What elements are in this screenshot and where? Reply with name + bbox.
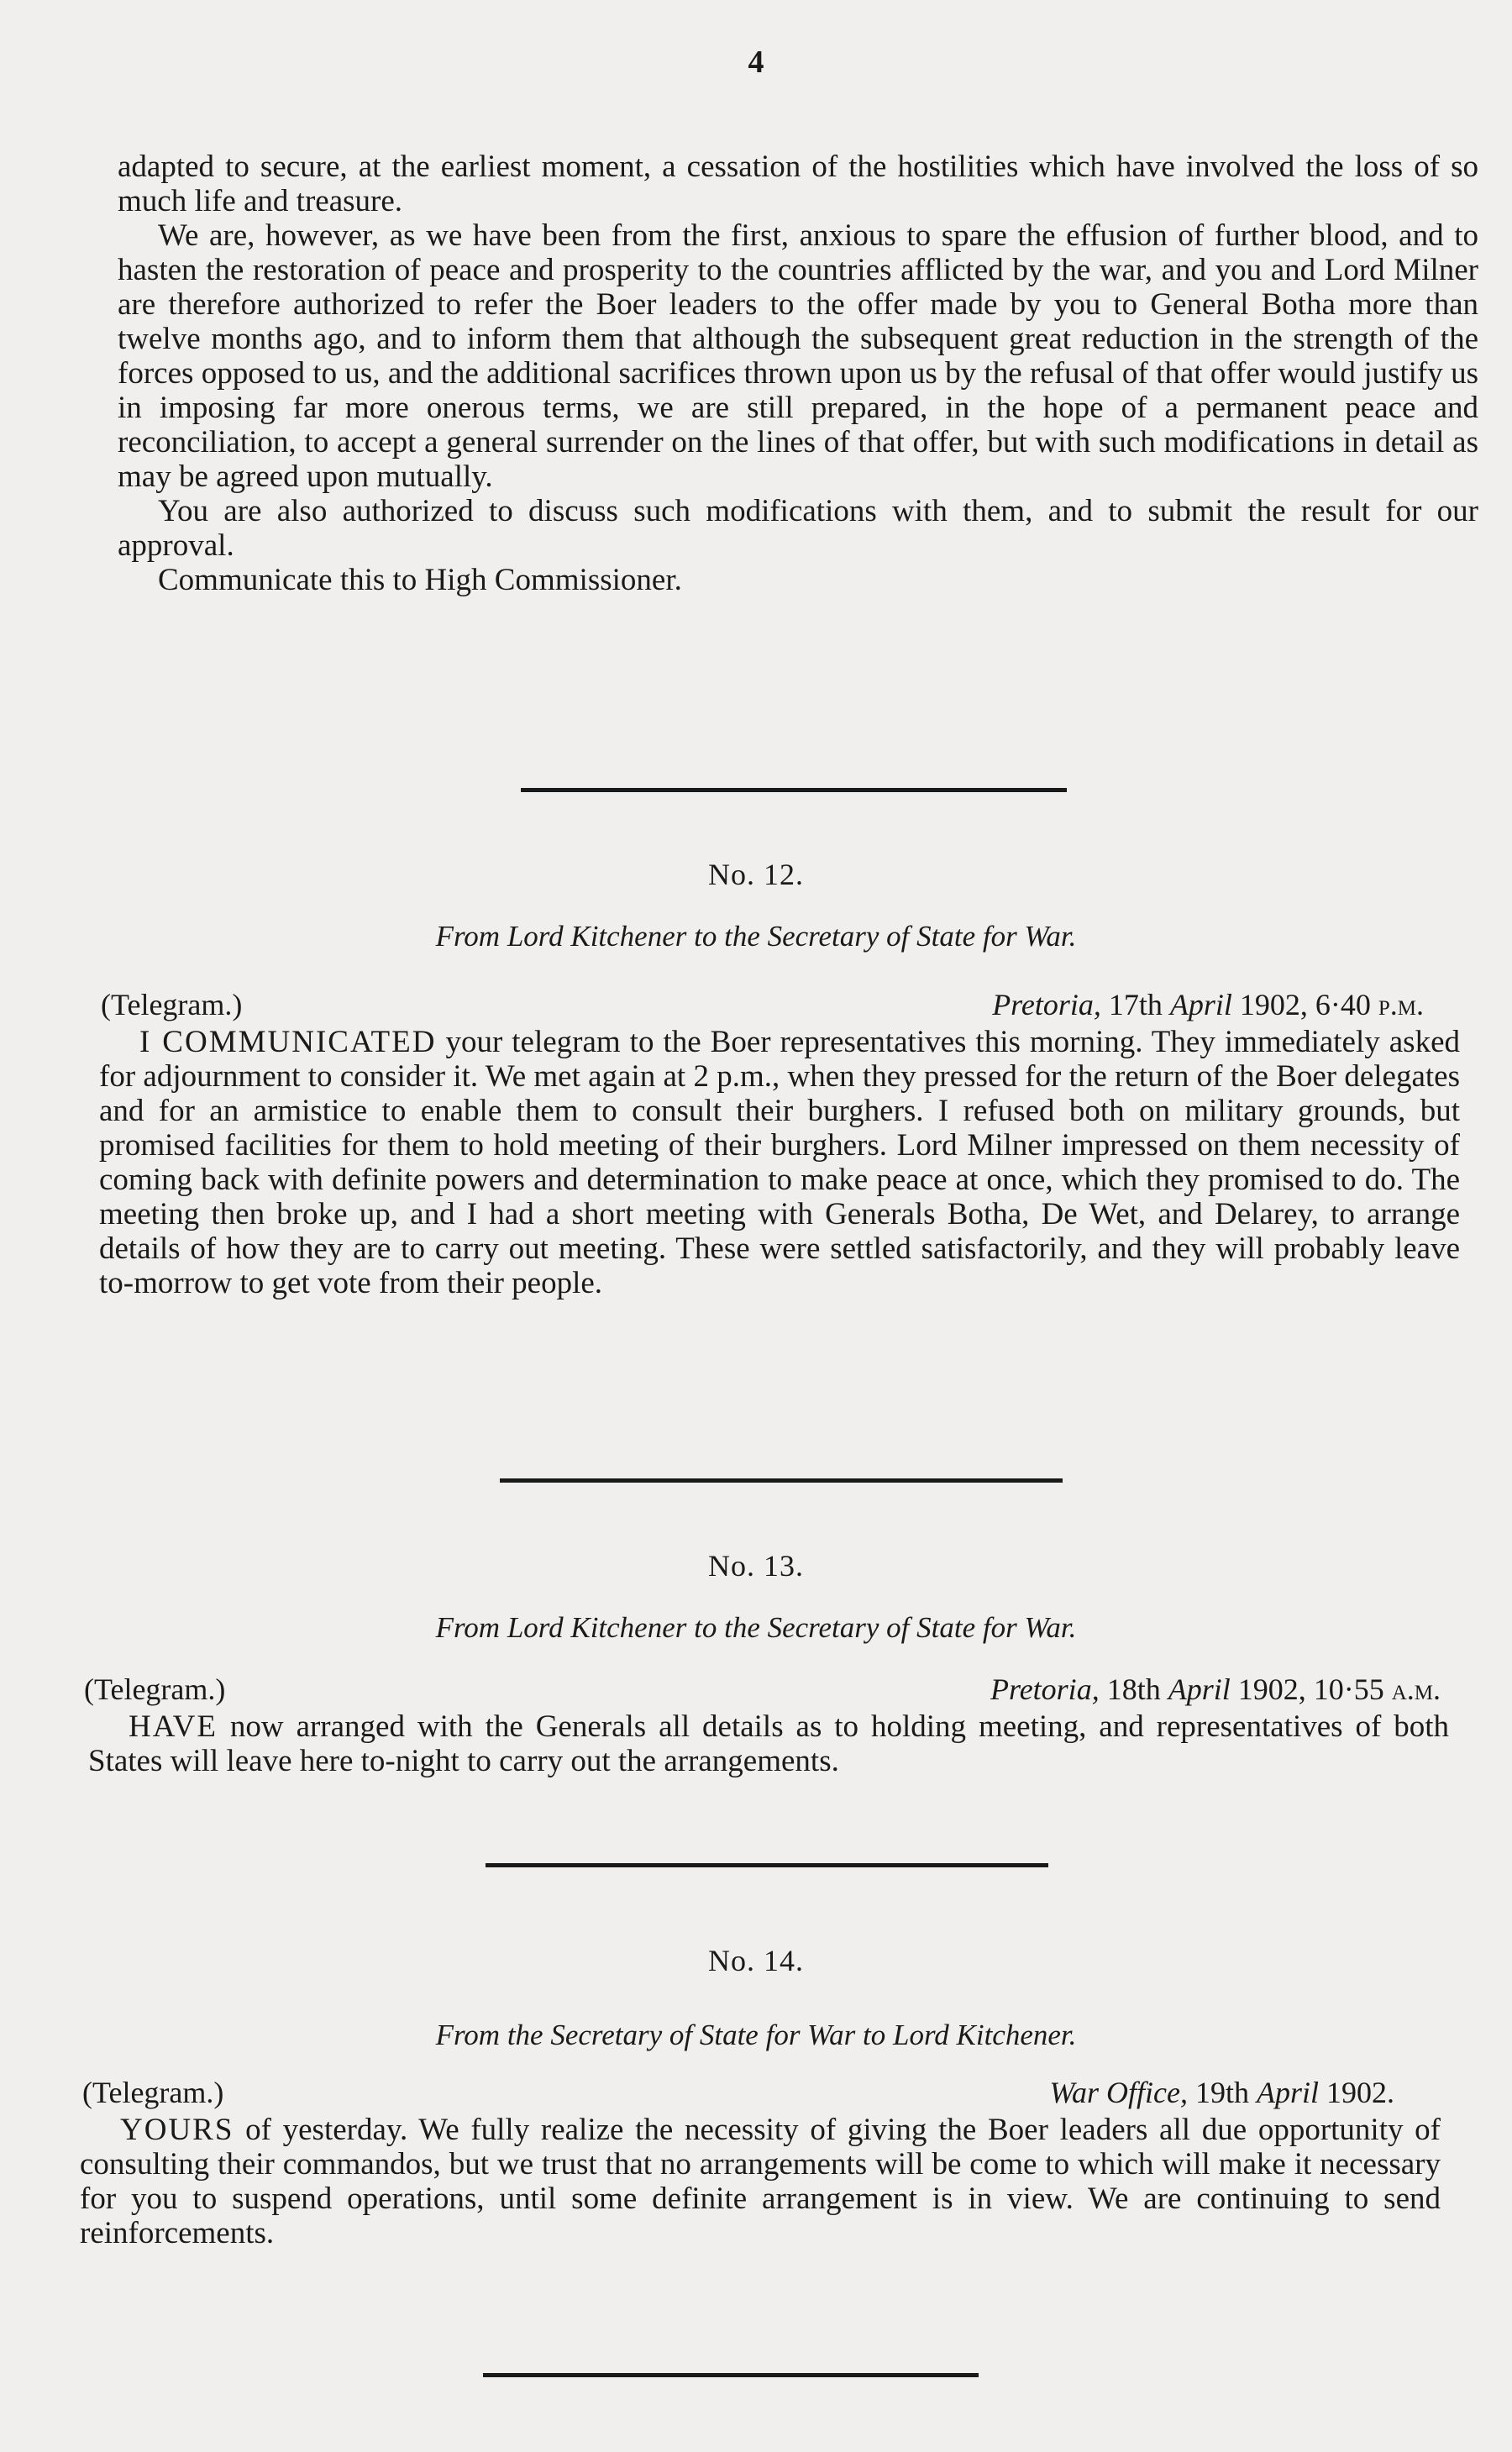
opening-paragraph: You are also authorized to discuss such modifications with them, and to submit the result for our approval. [118,494,1478,563]
section-heading: From Lord Kitchener to the Secretary of State for War. [435,920,1077,953]
section-paragraph [88,1709,1449,1778]
dateline-year: 1902, [1239,988,1308,1021]
telegram-dateline [101,987,1424,1022]
dateline-year: 1902, [1237,1672,1306,1706]
section-body [80,2113,1441,2250]
section-body-text: now arranged with the Generals all details as to holding meeting, and representatives of both States will leave here to-night to carry out the arrangements. [88,1709,1449,1778]
section-paragraph [99,1025,1460,1300]
telegram-label: (Telegram.) [101,988,243,1021]
page-number: 4 [748,45,764,80]
opening-text [118,150,1478,597]
section-paragraph [80,2113,1441,2250]
dateline [1049,2075,1394,2110]
dateline-day: 19th [1194,2076,1249,2109]
dateline-day: 18th [1106,1672,1161,1706]
dateline-time: 10·55 a.m. [1313,1672,1441,1706]
section-number: No. 12. [708,858,804,891]
first-word: HAVE [129,1709,218,1744]
opening-paragraph: adapted to secure, at the earliest moment, a cessation of the hostilities which have involved the loss of so much life and treasure. [118,150,1478,218]
dateline-place: War Office, [1049,2076,1188,2109]
dateline [990,1672,1441,1707]
opening-paragraph: Communicate this to High Commissioner. [158,563,682,597]
dateline-place: Pretoria, [990,1672,1100,1706]
dateline-day: 17th [1108,988,1163,1021]
section-divider [500,1478,1063,1483]
dateline-month: April [1256,2076,1319,2109]
section-body-text: your telegram to the Boer representatives this morning. They immediately asked for adjournment to consider it. We met again at 2 p.m., when they pressed for the return of the Boer delegates and for an armistice to enable them to consult their burghers. I refused both on military grounds, but promised facilities for them to hold meeting of their burghers. Lord Milner impressed on them necessity of coming back with definite powers and determination to make peace at once, which they promised to do. The meeting then broke up, and I had a short meeting with Generals Botha, De Wet, and Delarey, to arrange details of how they are to carry out meeting. These were settled satisfactorily, and they will probably leave to-morrow to get vote from their people. [99,1025,1460,1300]
section-heading: From the Secretary of State for War to Lord Kitchener. [435,2019,1077,2051]
dateline-year: 1902. [1326,2076,1394,2109]
dateline-month: April [1169,988,1232,1021]
dateline-month: April [1168,1672,1231,1706]
section-number: No. 14. [708,1944,804,1977]
telegram-dateline [84,1672,1441,1707]
section-divider [483,2373,979,2377]
first-word: YOURS [120,2113,234,2147]
section-body-text: of yesterday. We fully realize the necessity of giving the Boer leaders all due opportunity of consulting their commandos, but we trust that no arrangements will be come to which will make it necessary for you to suspend operations, until some definite arrangement is in view. We are continuing to send reinforcements. [80,2113,1441,2250]
section-divider [486,1863,1048,1867]
dateline [992,987,1424,1022]
section-divider [521,788,1067,792]
telegram-label: (Telegram.) [82,2076,224,2109]
first-word: I COMMUNICATED [139,1025,437,1059]
section-body [99,1025,1460,1300]
telegram-label: (Telegram.) [84,1672,226,1706]
opening-paragraph: We are, however, as we have been from the first, anxious to spare the effusion of further blood, and to hasten the restoration of peace and prosperity to the countries afflicted by the war, and you and Lord Milner are therefore authorized to refer the Boer leaders to the offer made by you to General Botha more than twelve months ago, and to inform them that although the subsequent great reduction in the strength of the forces opposed to us, and the additional sacrifices thrown upon us by the refusal of that offer would justify us in imposing far more onerous terms, we are still prepared, in the hope of a permanent peace and reconciliation, to accept a general surrender on the lines of that offer, but with such modifications in detail as may be agreed upon mutually. [118,218,1478,494]
dateline-place: Pretoria, [992,988,1101,1021]
dateline-time: 6·40 p.m. [1315,988,1424,1021]
section-body [88,1709,1449,1778]
section-heading: From Lord Kitchener to the Secretary of State for War. [435,1611,1077,1644]
section-number: No. 13. [708,1549,804,1583]
telegram-dateline [82,2075,1394,2110]
